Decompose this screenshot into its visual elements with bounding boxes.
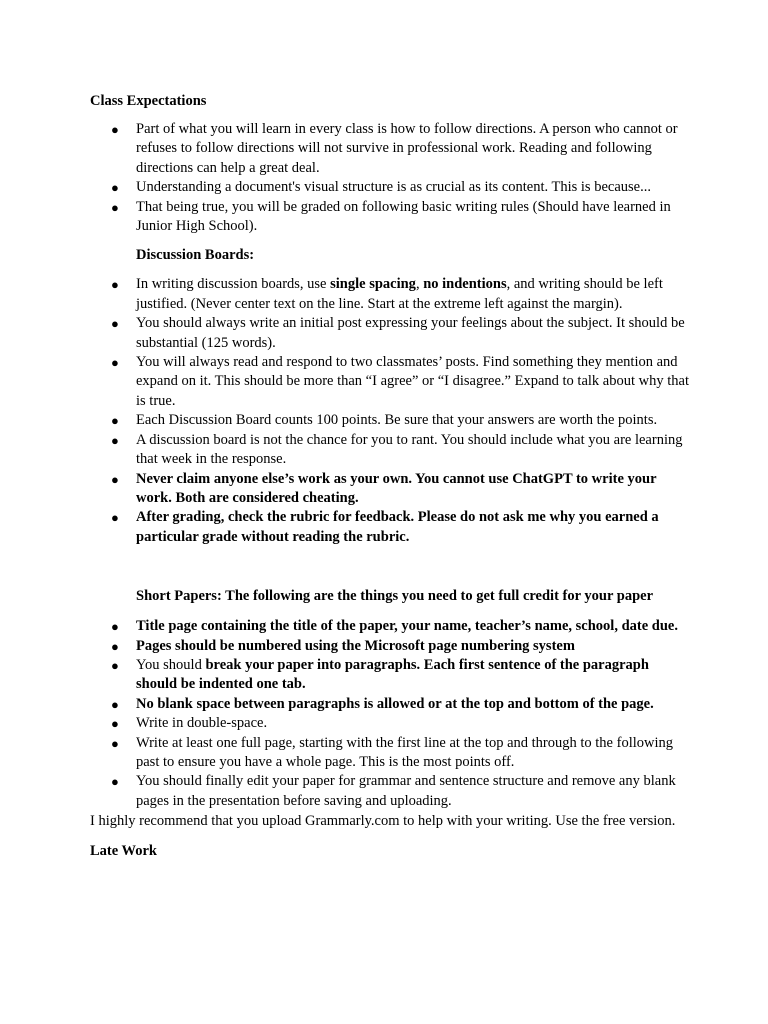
list-item [90, 772, 690, 811]
text-run: A discussion board is not the chance for you to rant. You should include what you are learning that week in the response. [136, 431, 683, 468]
text-run: Understanding a document's visual structure is as crucial as its content. This is because... [136, 179, 651, 196]
text-run: Part of what you will learn in every class is how to follow directions. A person who cannot or refuses to follow directions will not survive in professional work. Reading and following directions can help a great deal. [136, 121, 678, 176]
text-run: No blank space between paragraphs is allowed or at the top and bottom of the page. [136, 695, 654, 712]
text-run: no indentions [423, 276, 507, 293]
bullet-icon: ● [111, 199, 119, 215]
short-papers-heading: Short Papers: The following are the things you need to get full credit for your paper [136, 588, 654, 605]
document-page [90, 92, 690, 861]
class-expectations-list [90, 120, 690, 236]
bullet-icon: ● [111, 774, 119, 790]
text-run: Write in double-space. [136, 715, 268, 732]
text-run: single spacing [330, 276, 416, 293]
list-item [90, 120, 690, 178]
text-run: Each Discussion Board counts 100 points. Be sure that your answers are worth the points. [136, 412, 658, 429]
list-item [90, 470, 690, 509]
late-work-heading: Late Work [90, 842, 157, 859]
list-item [90, 695, 690, 714]
list-item [90, 198, 690, 237]
text-run: , [415, 276, 424, 293]
text-run: Pages should be numbered using the Microsoft page numbering system [136, 637, 575, 654]
text-run: In writing discussion boards, use [136, 276, 331, 293]
text-run: Title page containing the title of the paper, your name, teacher’s name, school, date due. [136, 618, 678, 635]
bullet-icon: ● [111, 735, 119, 751]
list-item [90, 353, 690, 411]
bullet-icon: ● [111, 638, 119, 654]
bullet-icon: ● [111, 510, 119, 526]
text-run: After grading, check the rubric for feedback. Please do not ask me why you earned a particular grade without reading the rubric. [136, 509, 659, 545]
bullet-icon: ● [111, 432, 119, 448]
bullet-icon: ● [111, 180, 119, 196]
bullet-icon: ● [111, 716, 119, 732]
bullet-icon: ● [111, 355, 119, 371]
list-item [90, 734, 690, 773]
list-item [90, 508, 690, 547]
list-item [90, 178, 690, 197]
list-item [90, 617, 690, 636]
text-run: Never claim anyone else’s work as your own. You cannot use ChatGPT to write your work. Both are considered cheating. [136, 470, 657, 506]
list-item [90, 431, 690, 470]
bullet-icon: ● [111, 277, 119, 293]
text-run: You should always write an initial post expressing your feelings about the subject. It should be substantial (125 words). [136, 315, 685, 351]
discussion-boards-heading: Discussion Boards: [136, 247, 255, 264]
text-run: , and writing should be left justified. (Never center text on the line. Start at the extreme left against the margin). [136, 276, 663, 312]
list-item [90, 411, 690, 430]
discussion-boards-list [90, 275, 690, 547]
list-item [90, 275, 690, 314]
bullet-icon: ● [111, 122, 119, 137]
list-item [90, 656, 690, 695]
bullet-icon: ● [111, 657, 119, 673]
short-papers-list [90, 617, 690, 811]
list-item [90, 637, 690, 656]
bullet-icon: ● [111, 316, 119, 332]
text-run: Write at least one full page, starting with the first line at the top and through to the following past to ensure you have a whole page. This is the most points off. [136, 734, 673, 770]
bullet-icon: ● [111, 471, 119, 487]
text-run: You will always read and respond to two classmates’ posts. Find something they mention and expand on it. This should be more than “I agree” or “I disagree.” Expand to talk about why that is true. [136, 354, 689, 409]
bullet-icon: ● [111, 413, 119, 429]
class-expectations-heading: Class Expectations [90, 93, 207, 109]
list-item [90, 714, 690, 733]
text-run: break your paper into paragraphs. Each first sentence of the paragraph should be indented one tab. [136, 656, 649, 693]
bullet-icon: ● [111, 619, 119, 635]
bullet-icon: ● [111, 696, 119, 712]
text-run: That being true, you will be graded on following basic writing rules (Should have learned in Junior High School). [136, 198, 671, 235]
text-run: You should [136, 656, 206, 673]
text-run: You should finally edit your paper for grammar and sentence structure and remove any blank pages in the presentation before saving and uploading. [136, 773, 676, 809]
recommendation-paragraph: I highly recommend that you upload Grammarly.com to help with your writing. Use the free version. [90, 813, 676, 830]
list-item [90, 314, 690, 353]
